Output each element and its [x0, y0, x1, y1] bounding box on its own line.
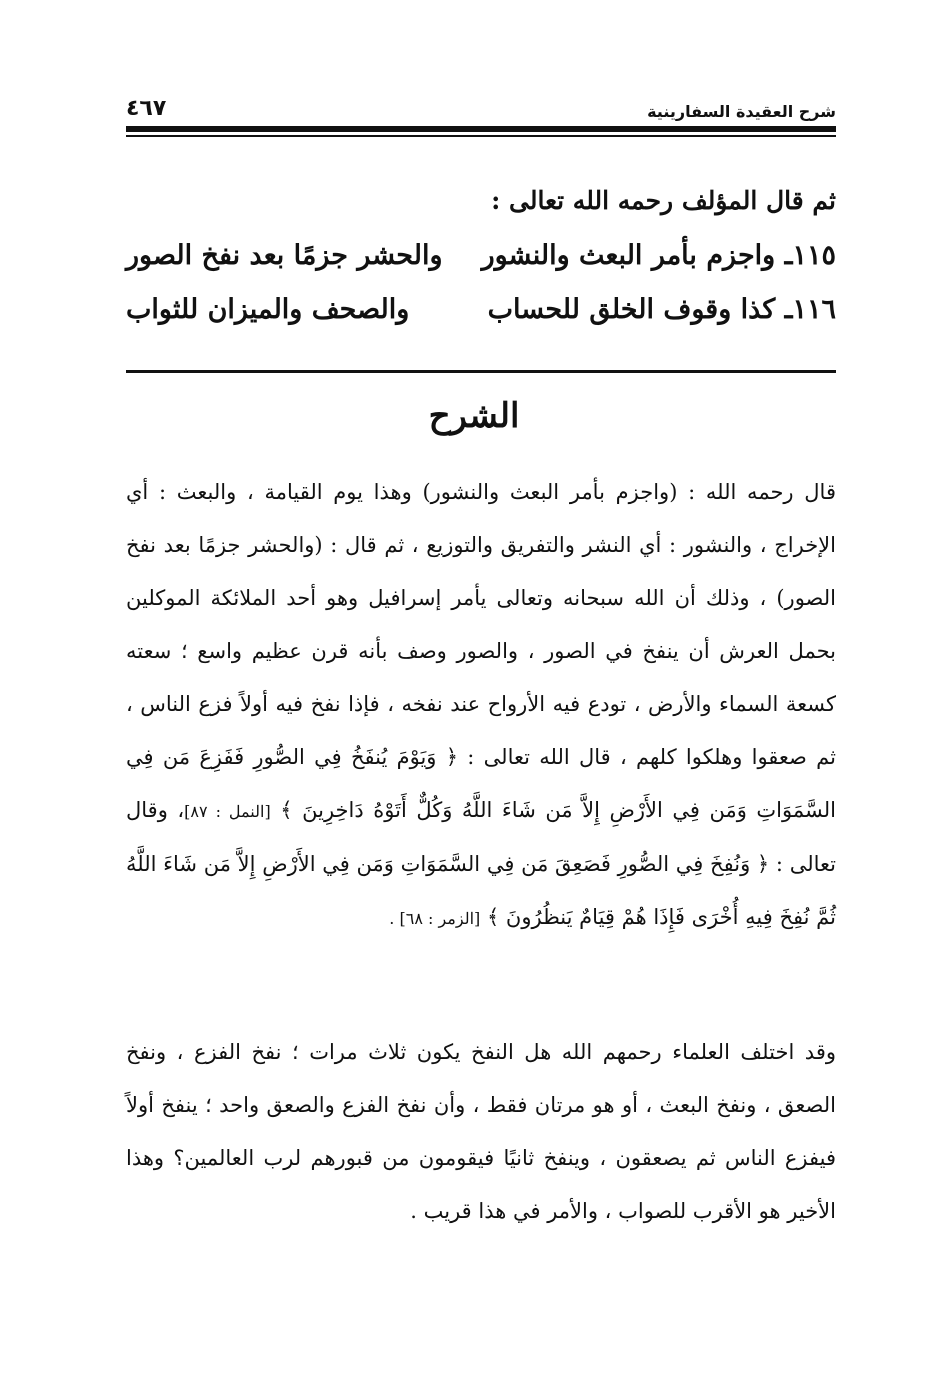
header-rule-thin	[126, 135, 836, 137]
section-title: الشرح	[428, 396, 520, 436]
quran-reference: [النمل : ٨٧]	[184, 802, 271, 821]
section-divider	[126, 370, 836, 373]
verse-second-hemistich: والحشر جزمًا بعد نفخ الصور	[126, 240, 443, 271]
commentary-paragraph	[126, 466, 836, 945]
quran-reference: [الزمر : ٦٨] .	[389, 909, 481, 928]
commentary-paragraph	[126, 1026, 836, 1238]
paragraph-text: ، وقال تعالى : ﴿ وَنُفِخَ فِي الصُّورِ فَصَعِقَ مَن فِي السَّمَوَاتِ وَمَن فِي الأَرْضِ إِلاَّ مَن شَاءَ اللَّهُ ثُمَّ نُفِخَ فِيهِ أُخْرَى فَإِذَا هُمْ قِيَامٌ يَنظُرُونَ ﴾	[126, 798, 836, 929]
running-title: شرح العقيدة السفارينية	[647, 102, 836, 121]
paragraph-text: قال رحمه الله : (واجزم بأمر البعث والنشور) وهذا يوم القيامة ، والبعث : أي الإخراج ، والنشور : أي النشر والتفريق والتوزيع ، ثم قال : (والحشر جزمًا بعد نفخ الصور) ، وذلك أن الله سبحانه وتعالى يأمر إسرافيل وهو أحد الملائكة الموكلين بحمل العرش أن ينفخ في الصور ، والصور وصف بأنه قرن عظيم واسع ؛ سعته كسعة السماء والأرض ، تودع فيه الأرواح عند نفخه ، فإذا نفخ فيه أولاً فزع الناس ، ثم صعقوا وهلكوا كلهم ، قال الله تعالى : ﴿ وَيَوْمَ يُنفَخُ فِي الصُّورِ فَفَزِعَ مَن فِي السَّمَوَاتِ وَمَن فِي الأَرْضِ إِلاَّ مَن شَاءَ اللَّهُ وَكُلٌّ أَتَوْهُ دَاخِرِينَ ﴾	[126, 480, 836, 822]
verse-first-hemistich: ١١٥ـ واجزم بأمر البعث والنشور	[481, 240, 836, 271]
poem-verse-115	[126, 240, 836, 290]
paragraph-text: وقد اختلف العلماء رحمهم الله هل النفخ يكون ثلاث مرات ؛ نفخ الفزع ، ونفخ الصعق ، ونفخ البعث ، أو هو مرتان فقط ، وأن نفخ الفزع والصعق واحد ؛ ينفخ أولاً فيفزع الناس ثم يصعقون ، وينفخ ثانيًا فيقومون من قبورهم لرب العالمين؟ وهذا الأخير هو الأقرب للصواب ، والأمر في هذا قريب .	[126, 1040, 836, 1223]
page-header	[126, 92, 836, 144]
poem-intro: ثم قال المؤلف رحمه الله تعالى :	[491, 186, 836, 215]
header-rule-thick	[126, 126, 836, 132]
verse-second-hemistich: والصحف والميزان للثواب	[126, 294, 410, 325]
page-number: ٤٦٧	[126, 96, 167, 121]
verse-first-hemistich: ١١٦ـ كذا وقوف الخلق للحساب	[487, 294, 836, 325]
poem-verse-116	[126, 294, 836, 344]
